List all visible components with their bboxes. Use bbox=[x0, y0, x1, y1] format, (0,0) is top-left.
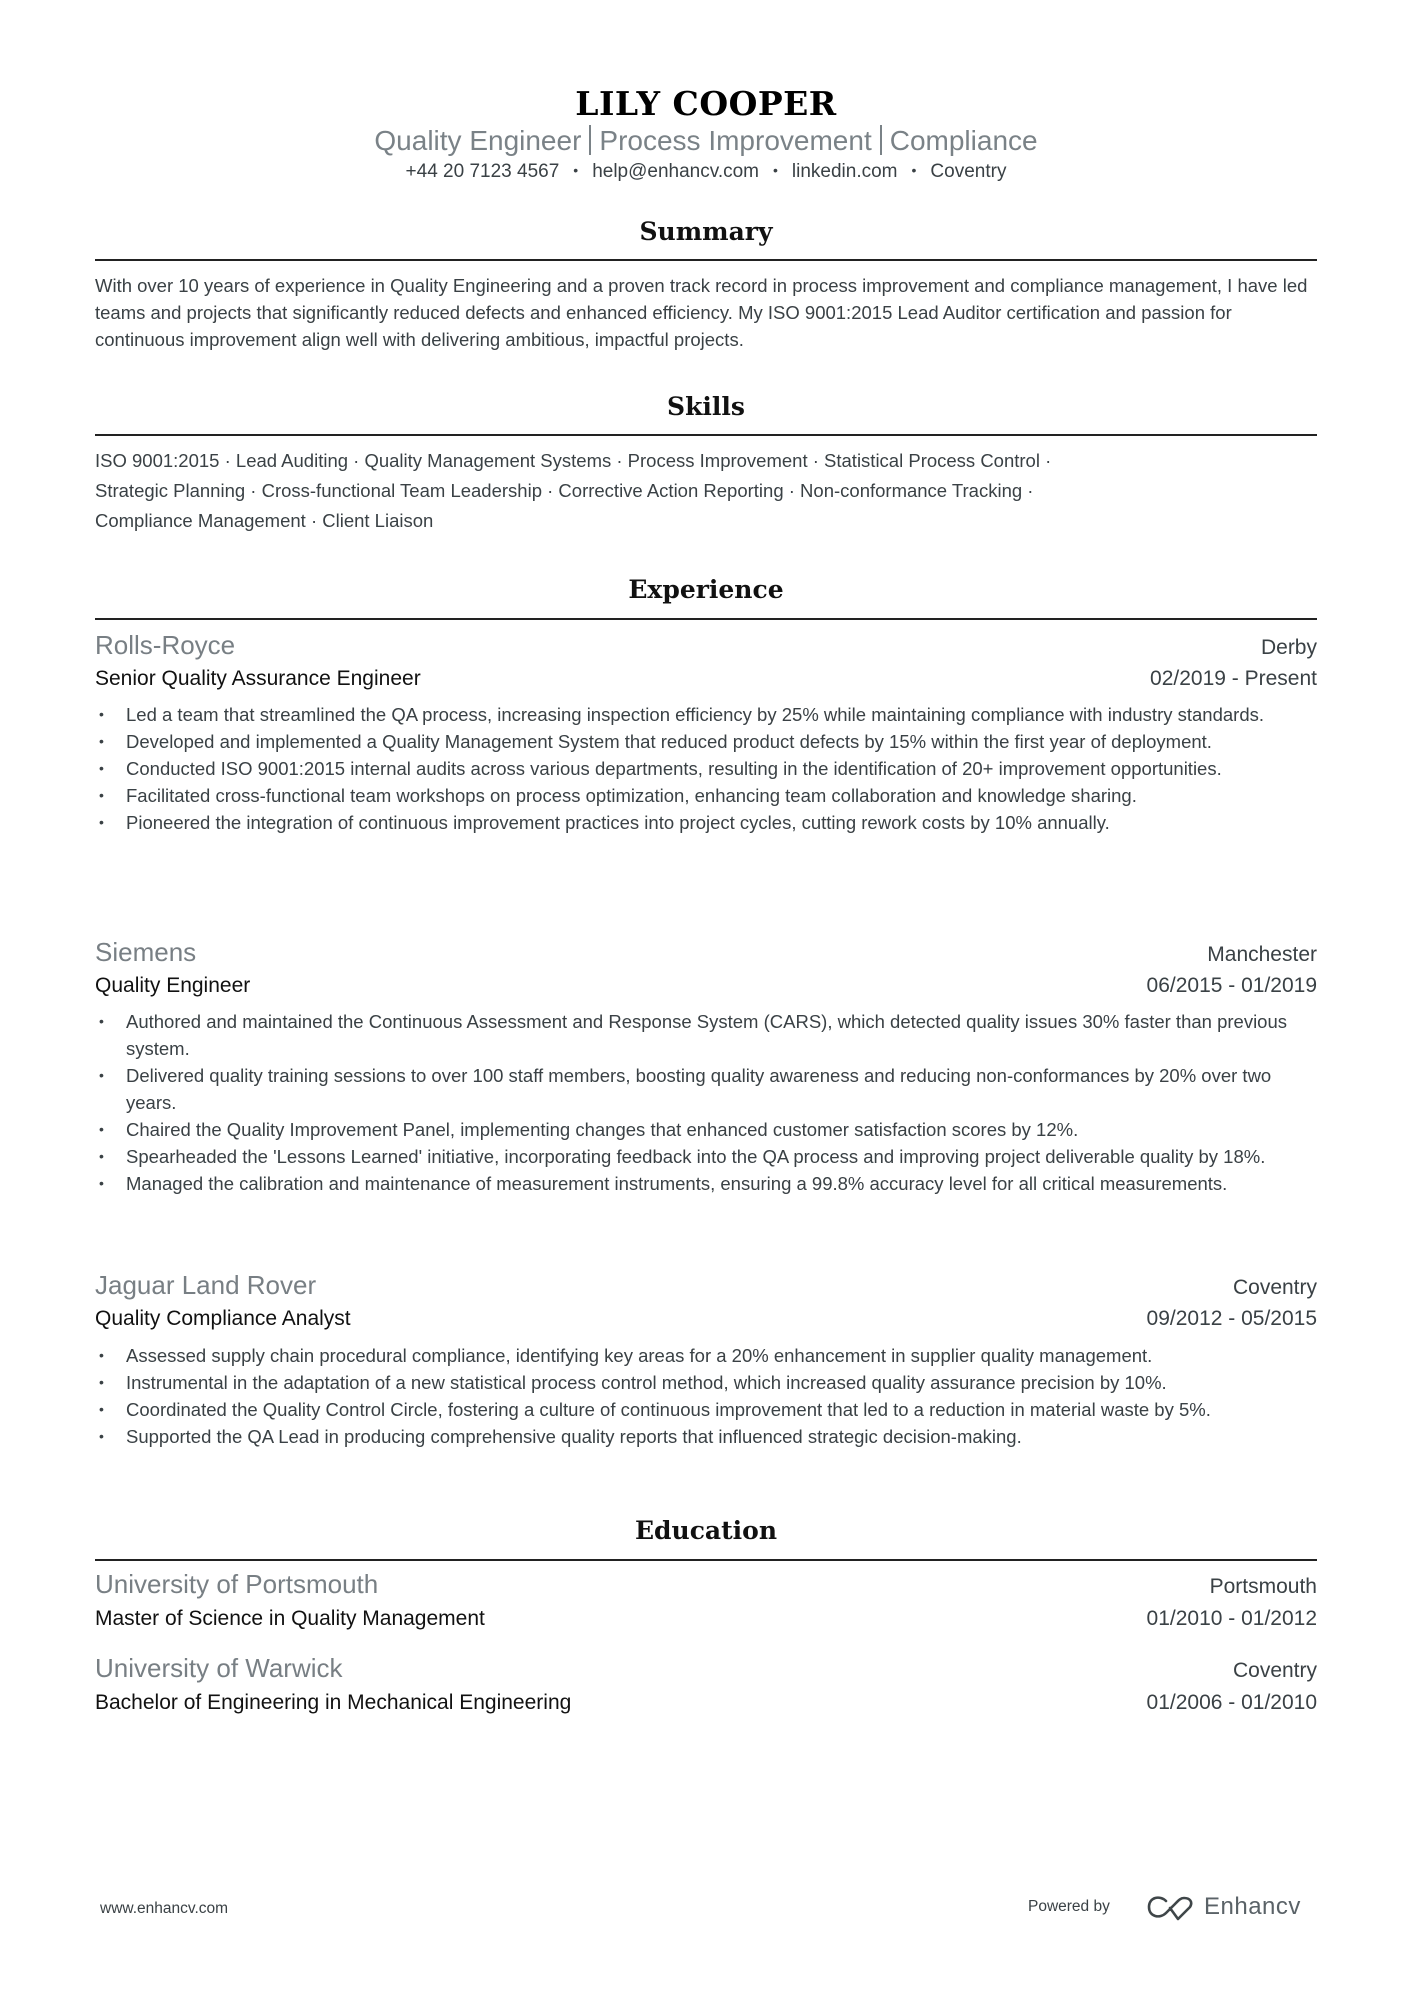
school-location: Portsmouth bbox=[1209, 1575, 1317, 1598]
bullet-item: • Led a team that streamlined the QA process, increasing inspection efficiency by 25% while maintaining compliance with industry standards. bbox=[95, 701, 1317, 728]
degree: Master of Science in Quality Management bbox=[95, 1607, 485, 1630]
job-location: Coventry bbox=[1232, 1276, 1317, 1299]
section-title-skills: Skills bbox=[667, 392, 745, 421]
phone[interactable]: +44 20 7123 4567 bbox=[405, 161, 560, 182]
headline-divider bbox=[589, 125, 591, 155]
bullet-item: • Supported the QA Lead in producing comprehensive quality reports that influenced strategic decision-making. bbox=[95, 1423, 1317, 1450]
bullet-item: • Spearheaded the 'Lessons Learned' initiative, incorporating feedback into the QA process and improving project deliverable quality by 18%. bbox=[95, 1143, 1317, 1170]
job-location: Derby bbox=[1260, 636, 1317, 659]
section-divider bbox=[95, 1559, 1317, 1561]
company-name: Rolls-Royce bbox=[95, 630, 236, 660]
bullet-item: • Conducted ISO 9001:2015 internal audits across various departments, resulting in the identification of 20+ improvement opportunities. bbox=[95, 755, 1317, 782]
education-header bbox=[95, 1569, 1317, 1600]
summary-text: With over 10 years of experience in Quality Engineering and a proven track record in process improvement and compliance management, I have led teams and projects that significantly reduced defects and enhanced efficiency. My ISO 9001:2015 Lead Auditor certification and passion for continuous improvement align well with delivering ambitious, impactful projects. bbox=[95, 275, 1308, 350]
footer-url-link[interactable]: www.enhancv.com bbox=[100, 1900, 229, 1917]
degree: Bachelor of Engineering in Mechanical Engineering bbox=[95, 1691, 572, 1714]
education-dates: 01/2010 - 01/2012 bbox=[1146, 1607, 1317, 1630]
job-subheader bbox=[95, 1307, 1317, 1331]
bullet-item: • Pioneered the integration of continuous improvement practices into project cycles, cutting rework costs by 10% annually. bbox=[95, 809, 1317, 836]
section-divider bbox=[95, 259, 1317, 261]
education-dates: 01/2006 - 01/2010 bbox=[1146, 1691, 1317, 1714]
headline-part: Process Improvement bbox=[599, 125, 872, 156]
bullet-separator: • bbox=[911, 162, 917, 178]
bullet-item: • Instrumental in the adaptation of a new statistical process control method, which increased quality assurance precision by 10%. bbox=[95, 1369, 1317, 1396]
company-name: Siemens bbox=[95, 937, 197, 967]
bullet-item: • Authored and maintained the Continuous Assessment and Response System (CARS), which detected quality issues 30% faster than previous system. bbox=[95, 1008, 1317, 1062]
job-bullets bbox=[95, 701, 1317, 836]
school-name: University of Portsmouth bbox=[95, 1569, 379, 1599]
linkedin-link[interactable]: linkedin.com bbox=[791, 161, 898, 182]
job-title: Senior Quality Assurance Engineer bbox=[95, 667, 421, 690]
bullet-item: • Chaired the Quality Improvement Panel, implementing changes that enhanced customer satisfaction scores by 12%. bbox=[95, 1116, 1317, 1143]
job-subheader bbox=[95, 667, 1317, 691]
skills-line: ISO 9001:2015 · Lead Auditing · Quality Management Systems · Process Improvement · Statistical Process Control · bbox=[95, 450, 1052, 471]
job-location: Manchester bbox=[1207, 943, 1317, 966]
section-title-summary: Summary bbox=[639, 217, 773, 246]
enhancv-brand-text[interactable]: Enhancv bbox=[1204, 1893, 1301, 1920]
bullet-separator: • bbox=[773, 162, 778, 178]
job-subheader bbox=[95, 974, 1317, 998]
education-header bbox=[95, 1653, 1317, 1684]
section-title-experience: Experience bbox=[628, 575, 784, 604]
school-location: Coventry bbox=[1232, 1659, 1317, 1682]
job-title: Quality Compliance Analyst bbox=[95, 1307, 351, 1330]
section-divider bbox=[95, 434, 1317, 436]
bullet-separator: • bbox=[573, 162, 579, 178]
headline bbox=[95, 125, 1317, 157]
skills-list bbox=[95, 446, 1317, 536]
job-bullets bbox=[95, 1342, 1317, 1450]
headline-divider bbox=[880, 125, 882, 155]
school-name: University of Warwick bbox=[95, 1653, 343, 1683]
email-link[interactable]: help@enhancv.com bbox=[592, 161, 759, 182]
job-header bbox=[95, 630, 1317, 661]
bullet-item: • Developed and implemented a Quality Management System that reduced product defects by 15% within the first year of deployment. bbox=[95, 728, 1317, 755]
job-dates: 06/2015 - 01/2019 bbox=[1146, 974, 1317, 997]
powered-by-label: Powered by bbox=[1028, 1898, 1110, 1915]
skills-line: Compliance Management · Client Liaison bbox=[95, 510, 434, 531]
bullet-item: • Assessed supply chain procedural compliance, identifying key areas for a 20% enhancement in supplier quality management. bbox=[95, 1342, 1317, 1369]
headline-part: Quality Engineer bbox=[374, 125, 582, 156]
job-header bbox=[95, 937, 1317, 968]
skills-line: Strategic Planning · Cross-functional Team Leadership · Corrective Action Reporting · Non-conformance Tracking · bbox=[95, 480, 1034, 501]
enhancv-logo-icon[interactable] bbox=[1146, 1892, 1198, 1922]
bullet-item: • Facilitated cross-functional team workshops on process optimization, enhancing team collaboration and knowledge sharing. bbox=[95, 782, 1317, 809]
bullet-item: • Coordinated the Quality Control Circle, fostering a culture of continuous improvement that led to a reduction in material waste by 5%. bbox=[95, 1396, 1317, 1423]
job-title: Quality Engineer bbox=[95, 974, 251, 997]
education-subheader bbox=[95, 1607, 1317, 1631]
bullet-item: • Delivered quality training sessions to over 100 staff members, boosting quality awareness and reducing non-conformances by 20% over two years. bbox=[95, 1062, 1317, 1116]
location: Coventry bbox=[930, 161, 1007, 182]
job-dates: 02/2019 - Present bbox=[1150, 667, 1317, 690]
education-subheader bbox=[95, 1691, 1317, 1715]
job-bullets bbox=[95, 1008, 1317, 1197]
contact-line bbox=[95, 161, 1317, 183]
company-name: Jaguar Land Rover bbox=[95, 1270, 317, 1300]
bullet-item: • Managed the calibration and maintenance of measurement instruments, ensuring a 99.8% accuracy level for all critical measurements. bbox=[95, 1170, 1317, 1197]
section-divider bbox=[95, 618, 1317, 620]
job-header bbox=[95, 1270, 1317, 1301]
section-title-education: Education bbox=[634, 1516, 778, 1545]
headline-part: Compliance bbox=[889, 125, 1038, 156]
candidate-name: LILY COOPER bbox=[575, 84, 837, 123]
job-dates: 09/2012 - 05/2015 bbox=[1146, 1307, 1317, 1330]
